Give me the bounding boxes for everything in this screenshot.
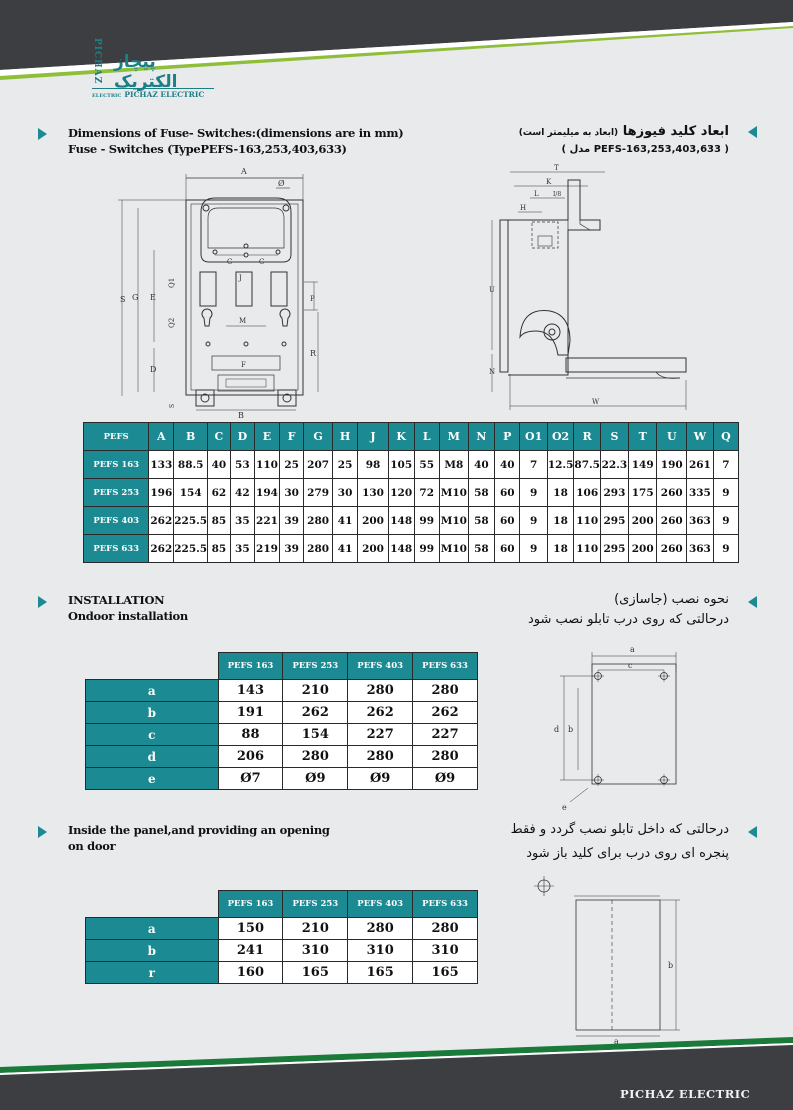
col-header-b: B	[174, 423, 208, 451]
table-cell: 310	[348, 940, 413, 962]
table-cell: 60	[495, 479, 520, 507]
brand-logo	[92, 38, 222, 98]
table-cell: 18	[547, 507, 574, 535]
table-cell: 279	[304, 479, 333, 507]
row-header-pefs-633: PEFS 633	[84, 535, 149, 563]
ondoor-label-e: e	[562, 803, 567, 812]
table-cell: 335	[687, 479, 714, 507]
table-cell: 110	[574, 535, 601, 563]
side-label-n: N	[489, 368, 496, 376]
table-cell: 165	[283, 962, 348, 984]
row-header-pefs-163: PEFS 163	[84, 451, 149, 479]
table-cell: 160	[218, 962, 283, 984]
table-cell: 40	[468, 451, 494, 479]
table-cell: 175	[628, 479, 657, 507]
table-cell: 9	[520, 507, 547, 535]
ondoor-col-header: PEFS 163	[218, 653, 283, 680]
table-cell: 72	[414, 479, 439, 507]
col-header-j: J	[358, 423, 388, 451]
table-cell: 42	[230, 479, 254, 507]
col-header-g: G	[304, 423, 333, 451]
row-header-pefs-253: PEFS 253	[84, 479, 149, 507]
dimensions-header-row	[84, 423, 739, 451]
dim-label-s: S	[120, 295, 126, 304]
dim-label-m: M	[239, 317, 247, 325]
table-cell: M8	[439, 451, 468, 479]
logo-small-text: ELECTRIC	[92, 93, 122, 99]
table-row	[84, 451, 739, 479]
row-label-b: b	[86, 702, 219, 724]
table-cell: 280	[413, 746, 478, 768]
panel-header-row	[86, 891, 478, 918]
ondoor-header-row	[86, 653, 478, 680]
table-cell: 196	[149, 479, 174, 507]
table-cell: 200	[358, 535, 388, 563]
col-header-k: K	[388, 423, 414, 451]
table-cell: 280	[348, 746, 413, 768]
ondoor-label-c: c	[628, 661, 633, 670]
ondoor-label-a: a	[630, 645, 635, 654]
table-cell: 210	[283, 680, 348, 702]
dim-label-d: D	[150, 365, 157, 374]
section2-arrow-icon	[38, 596, 47, 608]
table-cell: 363	[687, 535, 714, 563]
table-cell: 88.5	[174, 451, 208, 479]
section1-arrow-icon	[38, 128, 47, 140]
ondoor-label-b: b	[568, 725, 574, 734]
section1-title-en-line1: Dimensions of Fuse- Switches:(dimensions are in mm)	[68, 126, 404, 140]
table-cell: 210	[283, 918, 348, 940]
col-header-h: H	[332, 423, 357, 451]
col-header-e: E	[255, 423, 280, 451]
col-header-q: Q	[713, 423, 738, 451]
table-cell: 9	[713, 507, 738, 535]
table-cell: M10	[439, 507, 468, 535]
fuse-switch-side-drawing	[480, 162, 695, 412]
table-cell: 99	[414, 535, 439, 563]
table-cell: 133	[149, 451, 174, 479]
table-cell: 53	[230, 451, 254, 479]
table-cell: 99	[414, 507, 439, 535]
row-label-r: r	[86, 962, 219, 984]
table-cell: 143	[218, 680, 283, 702]
table-cell: 25	[332, 451, 357, 479]
table-cell: 310	[283, 940, 348, 962]
table-cell: 262	[348, 702, 413, 724]
table-cell: 7	[520, 451, 547, 479]
table-cell: 262	[149, 507, 174, 535]
section1-fa-arrow-icon	[748, 126, 757, 138]
table-cell: 280	[348, 680, 413, 702]
section2-fa-arrow-icon	[748, 596, 757, 608]
table-cell: 58	[468, 535, 494, 563]
dim-label-e: E	[150, 293, 156, 302]
row-label-e: e	[86, 768, 219, 790]
table-row	[86, 962, 478, 984]
section1-title-fa-main: ابعاد کلید فیوزها	[622, 124, 729, 139]
table-row	[84, 535, 739, 563]
section2-title-fa-line1: نحوه نصب (جاسازی)	[614, 592, 729, 607]
table-cell: 149	[628, 451, 657, 479]
col-header-t: T	[628, 423, 657, 451]
section1-title-en-line2: Fuse - Switches (TypePEFS-163,253,403,633)	[68, 142, 347, 156]
table-cell: 191	[218, 702, 283, 724]
table-cell: 241	[218, 940, 283, 962]
panel-corner-cell	[86, 891, 219, 918]
table-cell: 363	[687, 507, 714, 535]
col-header-u: U	[657, 423, 687, 451]
table-row	[86, 680, 478, 702]
table-cell: 120	[388, 479, 414, 507]
dim-label-p: P	[310, 295, 315, 303]
table-cell: 9	[713, 535, 738, 563]
table-cell: 35	[230, 535, 254, 563]
section3-fa-arrow-icon	[748, 826, 757, 838]
logo-brand-name: PICHAZ ELECTRIC	[124, 90, 205, 99]
dim-label-a: A	[241, 167, 247, 176]
logo-persian-text: پیچاز الکتریک	[114, 52, 178, 92]
table-cell: 41	[332, 535, 357, 563]
table-cell: 295	[600, 507, 628, 535]
table-cell: 293	[600, 479, 628, 507]
table-cell: 58	[468, 479, 494, 507]
section2-title-en-line1: INSTALLATION	[68, 593, 165, 607]
table-cell: 262	[413, 702, 478, 724]
table-cell: 154	[174, 479, 208, 507]
table-cell: Ø9	[283, 768, 348, 790]
col-header-l: L	[414, 423, 439, 451]
dim-label-q2: Q2	[168, 317, 176, 328]
table-row	[86, 724, 478, 746]
table-cell: 227	[413, 724, 478, 746]
col-header-p: P	[495, 423, 520, 451]
section3-title-en-line1: Inside the panel,and providing an opening	[68, 823, 330, 837]
table-cell: 200	[628, 507, 657, 535]
table-cell: 295	[600, 535, 628, 563]
table-cell: 110	[255, 451, 280, 479]
table-cell: 88	[218, 724, 283, 746]
table-row	[86, 768, 478, 790]
table-cell: 130	[358, 479, 388, 507]
section3-title-fa-line1: درحالتی که داخل تابلو نصب گردد و فقط	[510, 822, 729, 837]
table-cell: 9	[520, 479, 547, 507]
panel-col-header: PEFS 163	[218, 891, 283, 918]
section2-title-fa-line2: درحالتی که روی درب تابلو نصب شود	[527, 612, 729, 627]
section3-arrow-icon	[38, 826, 47, 838]
table-cell: 206	[218, 746, 283, 768]
col-header-w: W	[687, 423, 714, 451]
table-cell: M10	[439, 479, 468, 507]
table-cell: 165	[348, 962, 413, 984]
table-cell: Ø9	[413, 768, 478, 790]
table-cell: 280	[348, 918, 413, 940]
panel-col-header: PEFS 633	[413, 891, 478, 918]
side-label-t: T	[554, 164, 559, 172]
dim-label-c2: C	[259, 258, 265, 266]
table-cell: 165	[413, 962, 478, 984]
table-row	[86, 746, 478, 768]
dim-label-g: G	[132, 293, 139, 302]
col-header-c: C	[208, 423, 231, 451]
section3-title-en-line2: on door	[68, 839, 116, 853]
section1-title-fa-note: (ابعاد به میلیمتر است)	[518, 128, 619, 138]
table-cell: 98	[358, 451, 388, 479]
panel-col-header: PEFS 403	[348, 891, 413, 918]
table-cell: 194	[255, 479, 280, 507]
table-cell: 62	[208, 479, 231, 507]
section2-title-en-line2: Ondoor installation	[68, 609, 188, 623]
table-cell: 40	[208, 451, 231, 479]
logo-english-text	[92, 88, 214, 99]
table-cell: 58	[468, 507, 494, 535]
table-row	[84, 507, 739, 535]
table-cell: 7	[713, 451, 738, 479]
table-cell: 207	[304, 451, 333, 479]
table-cell: 9	[520, 535, 547, 563]
side-label-i8: I/8	[553, 191, 562, 198]
table-cell: 154	[283, 724, 348, 746]
row-label-a: a	[86, 680, 219, 702]
table-cell: 110	[574, 507, 601, 535]
table-cell: 12.5	[547, 451, 574, 479]
fuse-switch-front-drawing	[108, 160, 338, 418]
table-row	[86, 918, 478, 940]
section3-title-fa-line2: پنجره ای روی درب برای کلید باز شود	[526, 846, 729, 861]
table-cell: 18	[547, 535, 574, 563]
table-cell: 85	[208, 507, 231, 535]
footer-brand-text: PICHAZ ELECTRIC	[620, 1087, 751, 1101]
table-cell: 30	[279, 479, 303, 507]
table-cell: 39	[279, 535, 303, 563]
table-cell: 280	[413, 680, 478, 702]
panel-opening-table	[85, 890, 478, 984]
table-cell: 18	[547, 479, 574, 507]
table-cell: M10	[439, 535, 468, 563]
col-header-d: D	[230, 423, 254, 451]
table-cell: Ø9	[348, 768, 413, 790]
table-cell: 221	[255, 507, 280, 535]
ondoor-label-d: d	[554, 725, 560, 734]
table-cell: 260	[657, 479, 687, 507]
table-cell: 280	[413, 918, 478, 940]
table-cell: 190	[657, 451, 687, 479]
dim-label-j: J	[239, 274, 242, 282]
table-cell: 227	[348, 724, 413, 746]
side-label-h: H	[520, 204, 527, 212]
ondoor-installation-table	[85, 652, 478, 790]
table-cell: 30	[332, 479, 357, 507]
table-row	[86, 940, 478, 962]
dim-label-r: R	[310, 349, 317, 358]
row-header-pefs-403: PEFS 403	[84, 507, 149, 535]
table-cell: 260	[657, 535, 687, 563]
row-label-c: c	[86, 724, 219, 746]
table-cell: 225.5	[174, 535, 208, 563]
table-cell: 35	[230, 507, 254, 535]
section1-title-fa-line1	[519, 124, 729, 139]
side-label-l: L	[534, 190, 539, 198]
table-cell: 55	[414, 451, 439, 479]
col-header-m: M	[439, 423, 468, 451]
table-cell: Ø7	[218, 768, 283, 790]
table-cell: 148	[388, 535, 414, 563]
table-cell: 262	[283, 702, 348, 724]
panel-col-header: PEFS 253	[283, 891, 348, 918]
logo-vertical-text: PICHAZ	[92, 38, 102, 85]
table-cell: 260	[657, 507, 687, 535]
table-cell: 85	[208, 535, 231, 563]
row-label-b: b	[86, 940, 219, 962]
table-cell: 262	[149, 535, 174, 563]
table-cell: 219	[255, 535, 280, 563]
ondoor-col-header: PEFS 253	[283, 653, 348, 680]
table-cell: 22.3	[600, 451, 628, 479]
table-cell: 9	[713, 479, 738, 507]
col-header-r: R	[574, 423, 601, 451]
dim-label-s-small: S	[169, 403, 176, 408]
table-cell: 40	[495, 451, 520, 479]
table-cell: 25	[279, 451, 303, 479]
ondoor-col-header: PEFS 403	[348, 653, 413, 680]
panel-opening-drawing	[530, 872, 695, 1044]
table-cell: 261	[687, 451, 714, 479]
dimensions-corner-cell: PEFS	[84, 423, 149, 451]
table-row	[84, 479, 739, 507]
table-cell: 105	[388, 451, 414, 479]
col-header-o2: O2	[547, 423, 574, 451]
table-cell: 60	[495, 535, 520, 563]
table-cell: 200	[628, 535, 657, 563]
table-cell: 225.5	[174, 507, 208, 535]
ondoor-cutout-drawing	[540, 642, 690, 817]
table-row	[86, 702, 478, 724]
row-label-d: d	[86, 746, 219, 768]
side-label-u: U	[489, 286, 495, 294]
section1-title-fa-line2: ( مدل PEFS-163,253,403,633 )	[561, 144, 729, 155]
table-cell: 150	[218, 918, 283, 940]
dim-label-c1: C	[227, 258, 233, 266]
table-cell: 106	[574, 479, 601, 507]
col-header-n: N	[468, 423, 494, 451]
table-cell: 60	[495, 507, 520, 535]
side-label-w: W	[592, 398, 600, 406]
table-cell: 200	[358, 507, 388, 535]
panel-label-a: a	[614, 1037, 619, 1044]
side-label-k: K	[546, 178, 552, 186]
table-cell: 280	[304, 535, 333, 563]
ondoor-col-header: PEFS 633	[413, 653, 478, 680]
ondoor-corner-cell	[86, 653, 219, 680]
col-header-a: A	[149, 423, 174, 451]
dim-label-b: B	[238, 411, 244, 418]
table-cell: 280	[304, 507, 333, 535]
dim-label-q1: Q1	[168, 277, 176, 288]
dimensions-table	[83, 422, 739, 563]
table-cell: 148	[388, 507, 414, 535]
col-header-f: F	[279, 423, 303, 451]
table-cell: 39	[279, 507, 303, 535]
table-cell: 280	[283, 746, 348, 768]
dim-label-f: F	[241, 361, 246, 369]
row-label-a: a	[86, 918, 219, 940]
table-cell: 87.5	[574, 451, 601, 479]
dim-label-phi: Ø	[278, 179, 285, 188]
panel-label-b: b	[668, 961, 674, 970]
col-header-s: S	[600, 423, 628, 451]
table-cell: 41	[332, 507, 357, 535]
col-header-o1: O1	[520, 423, 547, 451]
table-cell: 310	[413, 940, 478, 962]
